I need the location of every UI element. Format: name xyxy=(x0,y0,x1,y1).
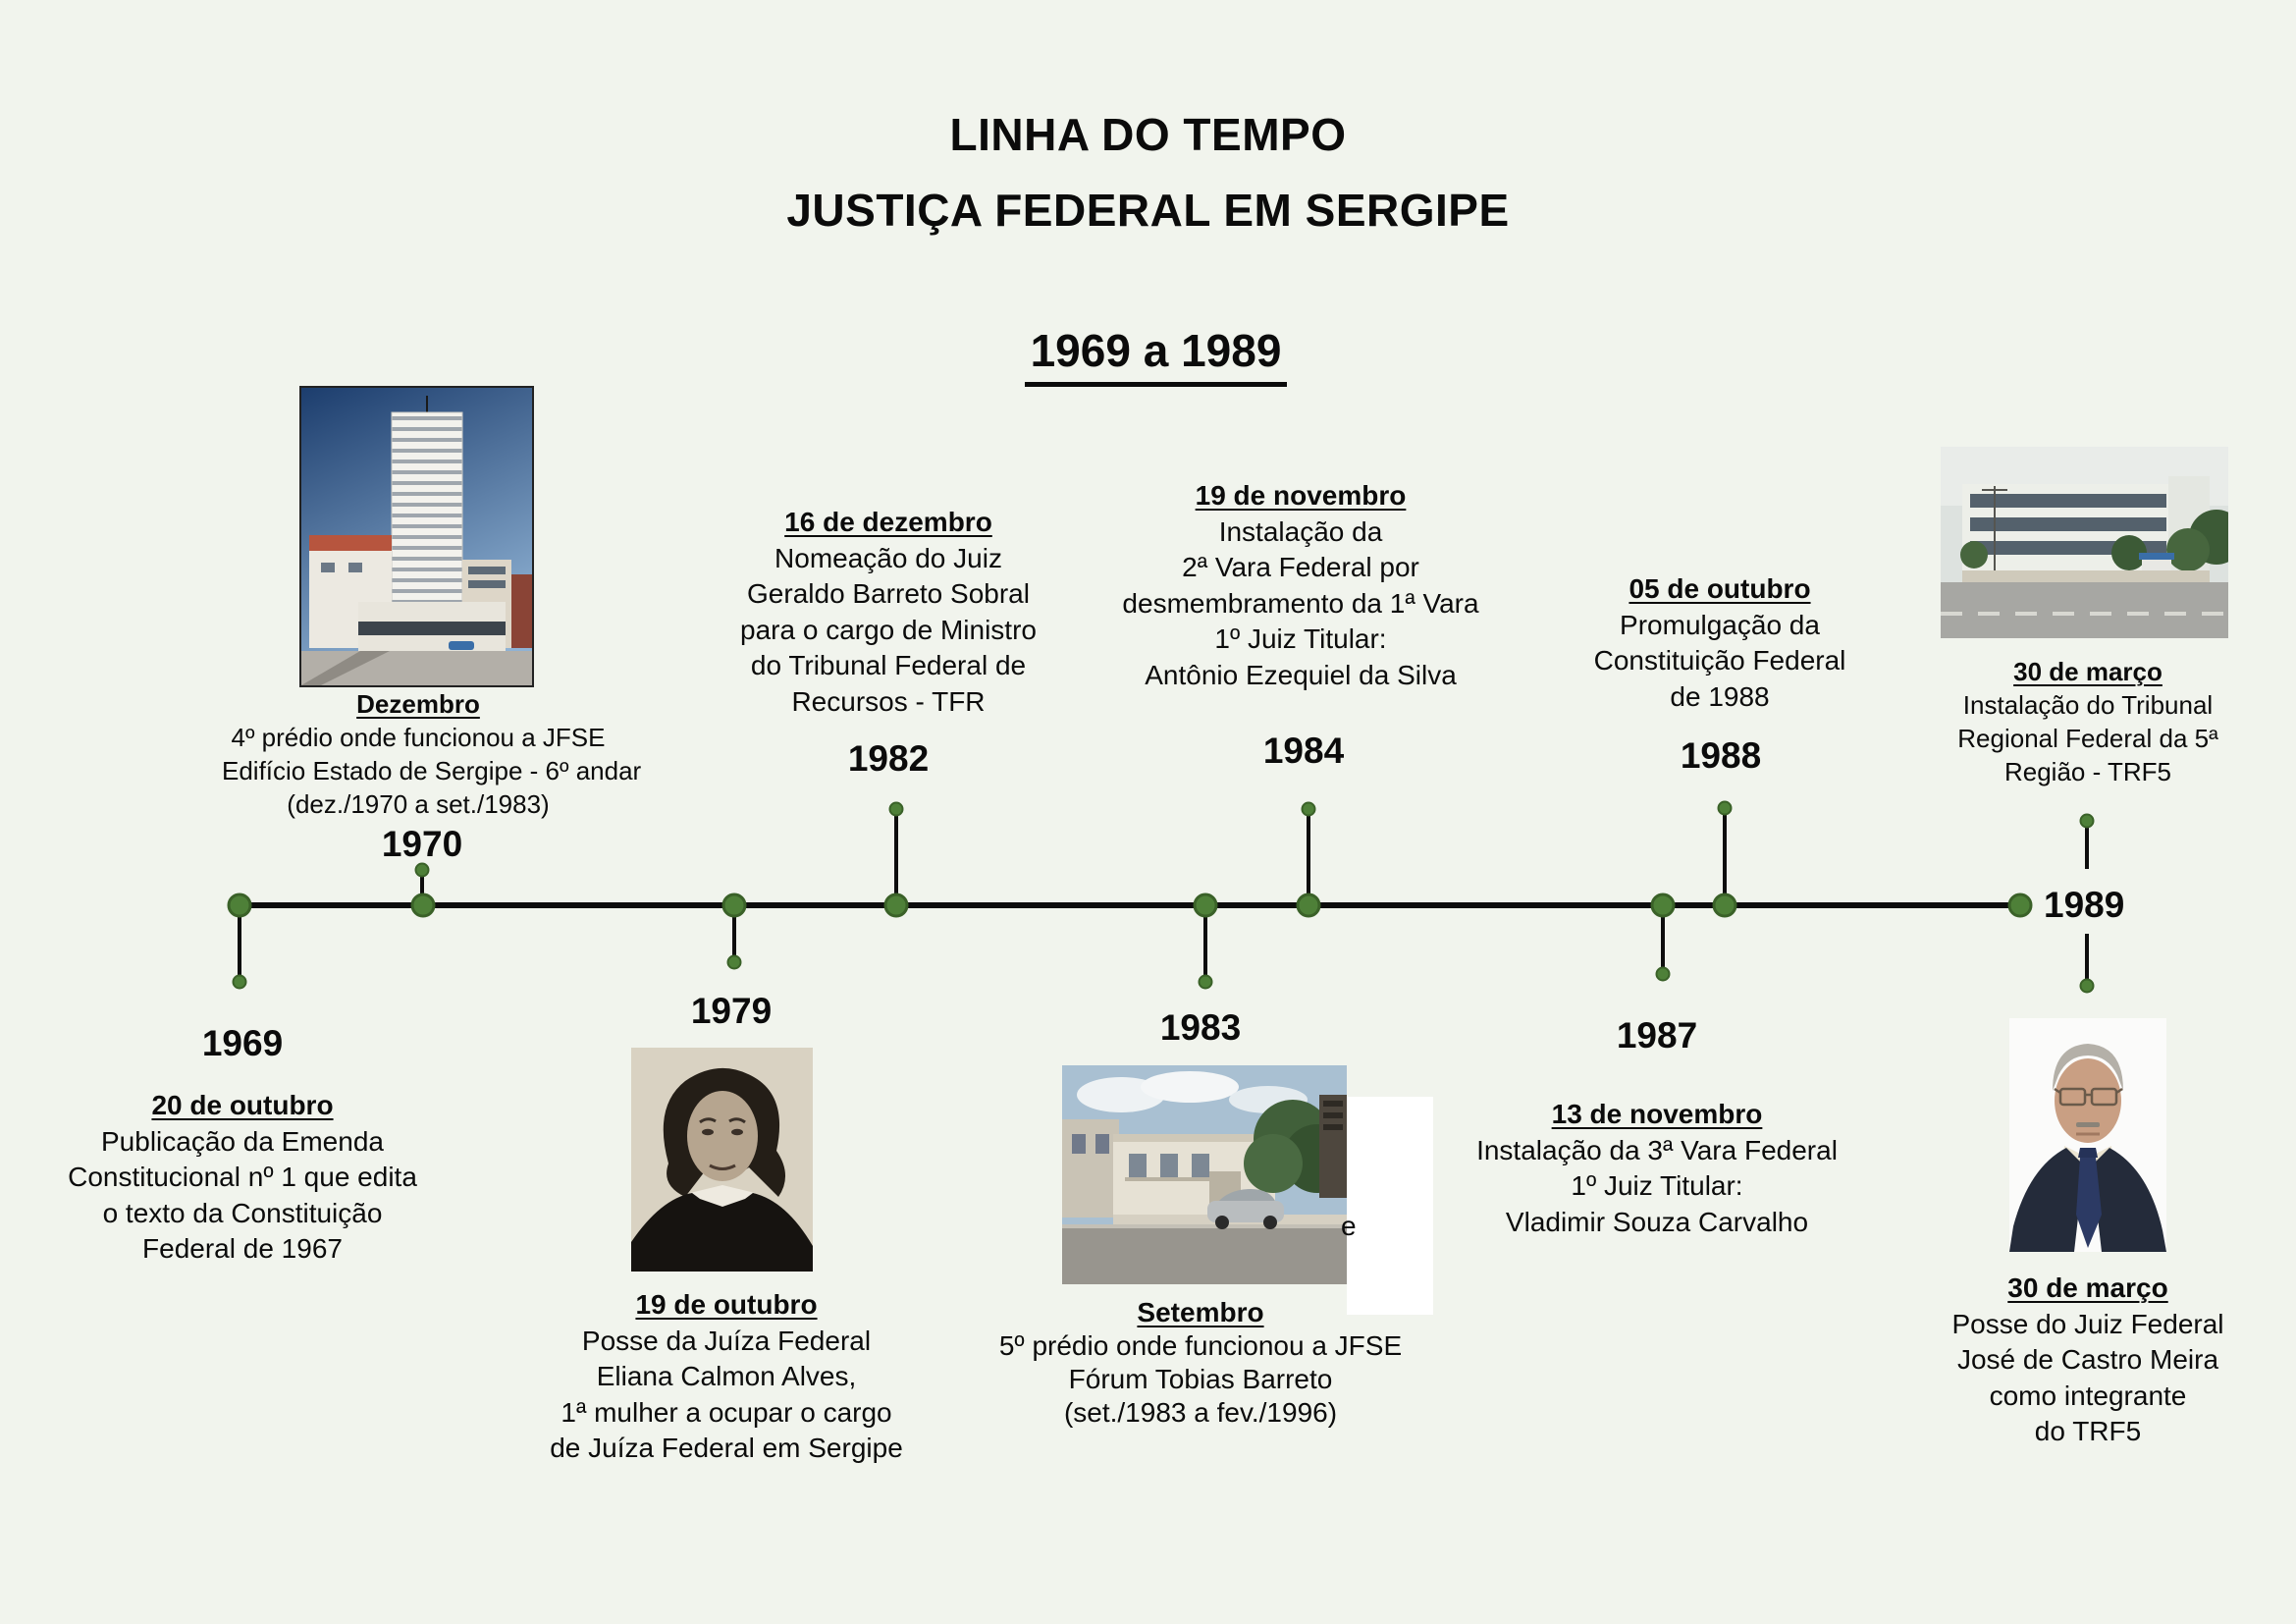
photo-eliana-calmon-alves xyxy=(631,1048,813,1272)
marker-dot-1987 xyxy=(1656,967,1671,982)
marker-dot-1989-bottom xyxy=(2080,979,2095,994)
event-1987-date: 13 de novembro xyxy=(1551,1099,1763,1129)
event-1989-trf5-line: Região - TRF5 xyxy=(2003,757,2172,786)
event-1988-date: 05 de outubro xyxy=(1629,573,1811,604)
page-title xyxy=(0,97,2296,248)
marker-dot-1989-top xyxy=(2080,814,2095,829)
year-label-1984: 1984 xyxy=(1262,731,1345,771)
event-1983-line: Fórum Tobias Barreto xyxy=(1068,1364,1333,1394)
obscured-text-fragment: e xyxy=(1341,1211,1357,1241)
event-1987-line: Instalação da 3ª Vara Federal xyxy=(1476,1134,1838,1165)
photo-forum-tobias-barreto xyxy=(1062,1065,1347,1284)
event-1989-trf5-line: Regional Federal da 5ª xyxy=(1957,724,2218,753)
timeline-dot-1982 xyxy=(884,893,909,918)
timeline-dot-1989 xyxy=(2008,893,2033,918)
colonial-building-illustration xyxy=(1062,1065,1347,1284)
connector-1989-top xyxy=(2085,826,2089,869)
white-overlay-box xyxy=(1347,1097,1433,1315)
event-1982-line: do Tribunal Federal de xyxy=(750,650,1027,680)
event-1970-text xyxy=(222,687,642,821)
event-1989-meira-date: 30 de março xyxy=(2007,1272,2168,1303)
event-1979-line: Eliana Calmon Alves, xyxy=(596,1361,857,1391)
event-1988-line: Constituição Federal xyxy=(1593,645,1846,676)
event-1979-date: 19 de outubro xyxy=(635,1289,818,1320)
year-label-1988: 1988 xyxy=(1680,735,1762,776)
event-1987-line: 1º Juiz Titular: xyxy=(1571,1170,1743,1201)
event-1989-meira-text xyxy=(1901,1271,2274,1450)
event-1987-line: Vladimir Souza Carvalho xyxy=(1505,1206,1809,1237)
event-1989-trf5-date: 30 de março xyxy=(2013,657,2163,686)
event-1987-text xyxy=(1426,1097,1888,1240)
event-1979-line: Posse da Juíza Federal xyxy=(581,1325,872,1356)
connector-1988 xyxy=(1723,809,1727,905)
marker-dot-1969 xyxy=(233,975,247,990)
trf5-building-illustration xyxy=(1941,447,2228,638)
event-1979-line: 1ª mulher a ocupar o cargo xyxy=(561,1396,892,1428)
event-1984-date: 19 de novembro xyxy=(1195,480,1407,511)
event-1984-line: Instalação da xyxy=(1218,515,1383,547)
timeline-dot-1988 xyxy=(1713,893,1737,918)
event-1989-trf5-line: Instalação do Tribunal xyxy=(1962,690,2214,720)
event-1969-line: o texto da Constituição xyxy=(102,1197,383,1228)
event-1982-date: 16 de dezembro xyxy=(784,507,992,537)
event-1988-text xyxy=(1543,571,1896,715)
event-1989-meira-line: como integrante xyxy=(1989,1380,2187,1411)
year-label-1989: 1989 xyxy=(2044,885,2125,925)
event-1970-line: Edifício Estado de Sergipe - 6º andar xyxy=(222,756,642,785)
page-title-line1: LINHA DO TEMPO xyxy=(949,109,1347,160)
year-label-1979: 1979 xyxy=(690,991,773,1031)
marker-dot-1983 xyxy=(1199,975,1213,990)
event-1970-date: Dezembro xyxy=(356,689,480,719)
event-1984-line: desmembramento da 1ª Vara xyxy=(1122,587,1479,619)
event-1984-line: Antônio Ezequiel da Silva xyxy=(1145,659,1457,690)
event-1984-line: 2ª Vara Federal por xyxy=(1182,552,1419,582)
event-1982-line: Geraldo Barreto Sobral xyxy=(747,578,1030,609)
event-1982-text xyxy=(682,505,1095,720)
event-1969-line: Federal de 1967 xyxy=(142,1233,343,1264)
marker-dot-1988 xyxy=(1718,801,1733,816)
year-label-1987: 1987 xyxy=(1616,1015,1698,1056)
event-1969-line: Constitucional nº 1 que edita xyxy=(68,1162,417,1192)
event-1989-meira-line: José de Castro Meira xyxy=(1956,1344,2219,1375)
photo-sede-trf5 xyxy=(1941,447,2228,638)
event-1989-meira-line: do TRF5 xyxy=(2034,1416,2142,1446)
event-1969-line: Publicação da Emenda xyxy=(101,1125,384,1157)
timeline-axis xyxy=(240,902,2020,908)
event-1969-text xyxy=(36,1088,449,1268)
event-1982-line: Nomeação do Juiz xyxy=(774,542,1002,573)
timeline-dot-1983 xyxy=(1194,893,1218,918)
marker-dot-1984 xyxy=(1302,802,1316,817)
event-1982-line: Recursos - TFR xyxy=(791,685,986,717)
year-label-1970: 1970 xyxy=(381,824,463,864)
event-1979-text xyxy=(501,1287,952,1467)
page-title-line2: JUSTIÇA FEDERAL EM SERGIPE xyxy=(786,185,1510,236)
photo-edificio-estado-de-sergipe xyxy=(301,388,532,685)
event-1983-line: 5º prédio onde funcionou a JFSE xyxy=(998,1330,1403,1361)
year-label-1969: 1969 xyxy=(201,1023,284,1063)
event-1983-date: Setembro xyxy=(1137,1297,1264,1327)
timeline-dot-1979 xyxy=(722,893,747,918)
event-1989-trf5-text xyxy=(1921,655,2255,788)
event-1982-line: para o cargo de Ministro xyxy=(740,614,1037,645)
event-1970-line: 4º prédio onde funcionou a JFSE xyxy=(231,723,606,752)
event-1970-line: (dez./1970 a set./1983) xyxy=(287,789,550,819)
timeline-dot-1987 xyxy=(1651,893,1676,918)
event-1983-line: (set./1983 a fev./1996) xyxy=(1063,1397,1338,1428)
event-1988-line: Promulgação da xyxy=(1620,609,1820,640)
connector-1989-bottom xyxy=(2085,934,2089,983)
event-1979-line: de Juíza Federal em Sergipe xyxy=(550,1433,903,1463)
year-label-1982: 1982 xyxy=(847,738,930,779)
judge-portrait-bw-illustration xyxy=(631,1048,813,1272)
timeline-dot-1984 xyxy=(1297,893,1321,918)
event-1969-date: 20 de outubro xyxy=(151,1090,334,1120)
connector-1984 xyxy=(1307,810,1310,905)
event-1984-text xyxy=(1070,478,1531,693)
year-label-1983: 1983 xyxy=(1159,1007,1242,1048)
event-1989-meira-line: Posse do Juiz Federal xyxy=(1951,1308,2224,1339)
marker-dot-1979 xyxy=(727,955,742,970)
judge-portrait-illustration xyxy=(2009,1018,2166,1252)
event-1983-text xyxy=(985,1296,1416,1430)
event-1984-line: 1º Juiz Titular: xyxy=(1214,623,1387,654)
photo-jose-de-castro-meira xyxy=(2009,1018,2166,1252)
timeline-dot-1970 xyxy=(411,893,436,918)
marker-dot-1982 xyxy=(889,802,904,817)
office-tower-illustration xyxy=(301,388,532,685)
date-range-heading xyxy=(8,324,2296,387)
connector-1982 xyxy=(894,810,898,905)
event-1988-line: de 1988 xyxy=(1670,680,1770,712)
date-range-text: 1969 a 1989 xyxy=(1025,324,1288,387)
timeline-dot-1969 xyxy=(228,893,252,918)
